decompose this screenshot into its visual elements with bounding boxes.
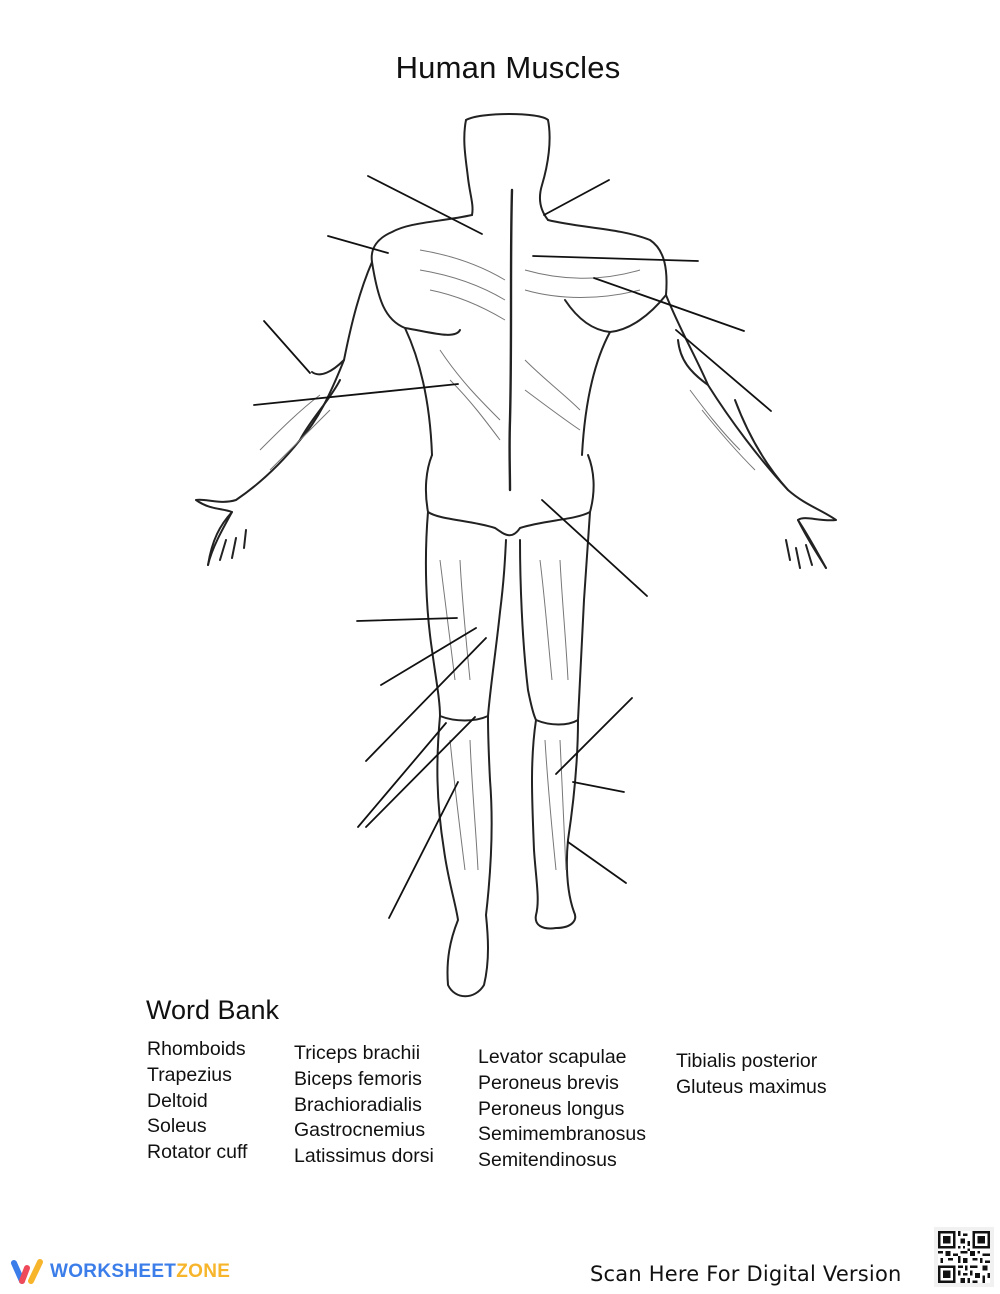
word-bank-column-1 <box>147 1037 247 1166</box>
word-bank-item: Latissimus dorsi <box>294 1145 434 1168</box>
word-bank-item: Deltoid <box>147 1089 208 1112</box>
word-bank-item: Semimembranosus <box>478 1123 646 1146</box>
word-bank-column-4 <box>676 1049 827 1101</box>
worksheetzone-logo[interactable] <box>10 1258 230 1286</box>
logo-mark-icon <box>10 1258 44 1286</box>
word-bank-item: Semitendinosus <box>478 1149 617 1172</box>
word-bank-item: Peroneus brevis <box>478 1071 619 1094</box>
word-bank-item: Gastrocnemius <box>294 1119 426 1142</box>
page-title: Human Muscles <box>395 50 621 85</box>
word-bank-item: Rotator cuff <box>147 1141 248 1164</box>
word-bank-item: Trapezius <box>147 1063 232 1086</box>
word-bank-item: Soleus <box>147 1115 207 1138</box>
word-bank-item: Biceps femoris <box>294 1067 422 1090</box>
scan-instruction: Scan Here For Digital Version <box>590 1262 902 1286</box>
brand-name: WORKSHEETZONE <box>50 1261 231 1282</box>
word-bank-item: Gluteus maximus <box>676 1075 827 1098</box>
word-bank-item: Levator scapulae <box>478 1046 627 1068</box>
word-bank-item: Peroneus longus <box>478 1097 625 1120</box>
word-bank-item: Rhomboids <box>147 1038 246 1060</box>
word-bank-item: Tibialis posterior <box>676 1050 818 1072</box>
qr-code-icon[interactable] <box>934 1227 994 1287</box>
word-bank-item: Triceps brachii <box>294 1042 421 1064</box>
word-bank-item: Brachioradialis <box>294 1093 422 1116</box>
word-bank-column-3 <box>478 1045 646 1174</box>
leader-lines <box>254 176 771 918</box>
word-bank-column-2 <box>294 1041 434 1170</box>
word-bank-title: Word Bank <box>146 995 280 1025</box>
